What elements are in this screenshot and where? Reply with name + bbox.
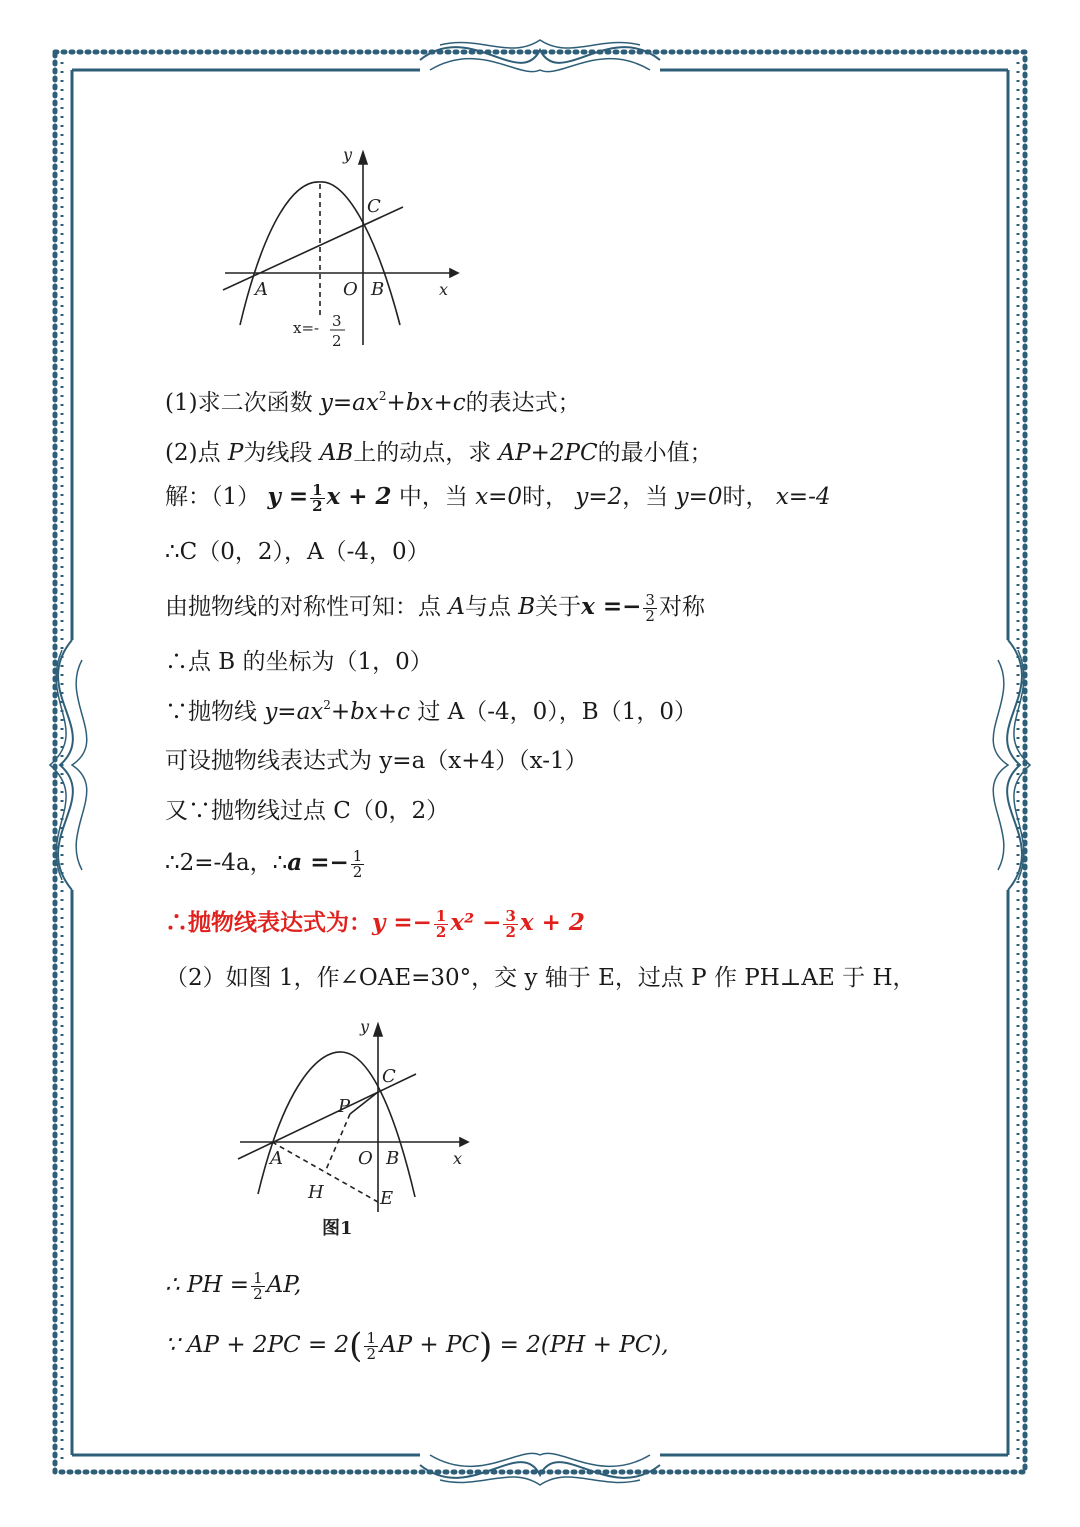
y-axis-arrow: [359, 152, 367, 164]
axis-numerator: 3: [332, 312, 342, 330]
label-e: E: [380, 1188, 394, 1209]
label-a: A: [270, 1148, 283, 1169]
label-c: C: [382, 1066, 396, 1087]
line-ac: [223, 207, 403, 290]
label-c: C: [367, 196, 381, 217]
solution2-line-2: ∵ AP + 2PC = 2( $\frac{1}{2}$ AP + PC) = 2(PH + PC),: [165, 1326, 669, 1366]
solution-line-10: （2）如图 1，作∠OAE=30°，交 y 轴于 E，过点 P 作 PH⊥AE 于 H，: [165, 965, 916, 991]
label-a: A: [255, 279, 268, 300]
x-axis-arrow: [450, 269, 458, 277]
label-x: x: [453, 1149, 463, 1168]
solution-line-3: 由抛物线的对称性可知：点 A与点 B关于x =− $\frac{3}{2}$ 对称: [165, 590, 705, 625]
solution-line-8: ∴2=-4a，∴a =− $\frac{1}{2}$: [165, 846, 363, 881]
label-x: x: [439, 280, 449, 299]
label-b: B: [371, 279, 385, 300]
solution-line-6: 可设抛物线表达式为 y=a（x+4）（x-1）: [165, 748, 588, 774]
label-o: O: [343, 279, 358, 300]
label-y: y: [343, 145, 353, 164]
label-h: H: [308, 1182, 324, 1203]
question-2: (2)点 P为线段 AB上的动点，求 AP+2PC的最小值；: [165, 440, 713, 466]
label-p: P: [338, 1096, 351, 1117]
solution-line-2: ∴C（0，2），A（-4，0）: [165, 539, 430, 565]
x-axis-arrow: [460, 1138, 468, 1146]
solution-line-7: 又∵抛物线过点 C（0，2）: [165, 798, 450, 824]
y-axis-arrow: [374, 1024, 382, 1036]
solution-line-4: ∴点 B 的坐标为（1，0）: [165, 649, 433, 675]
solution2-line-1: ∴ PH = $\frac{1}{2}$ AP,: [165, 1268, 302, 1303]
solution-result: ∴抛物线表达式为：y =− $\frac{1}{2}$ x² − $\frac{3}{2}$ x + 2: [165, 906, 585, 941]
solution-line-1: 解：（1） y = $\frac{1}{2}$ x + 2 中，当 x=0时， y=2，当 y=0时， x=-4: [165, 480, 831, 515]
label-b: B: [386, 1148, 400, 1169]
parabola-figure: [215, 140, 465, 360]
label-o: O: [358, 1148, 373, 1169]
label-y: y: [360, 1017, 370, 1036]
axis-equation: x=-: [293, 319, 320, 337]
solution-line-5: ∵抛物线 $y=ax^2+bx+c$ 过 A（-4，0），B（1，0）: [165, 698, 697, 725]
question-1: (1)求二次函数 $y=ax^2+bx+c$的表达式；: [165, 389, 581, 416]
figure-1: [230, 1012, 480, 1242]
figure-caption: 图1: [322, 1218, 353, 1239]
axis-denominator: 2: [332, 332, 342, 350]
line-ph: [325, 1114, 350, 1172]
